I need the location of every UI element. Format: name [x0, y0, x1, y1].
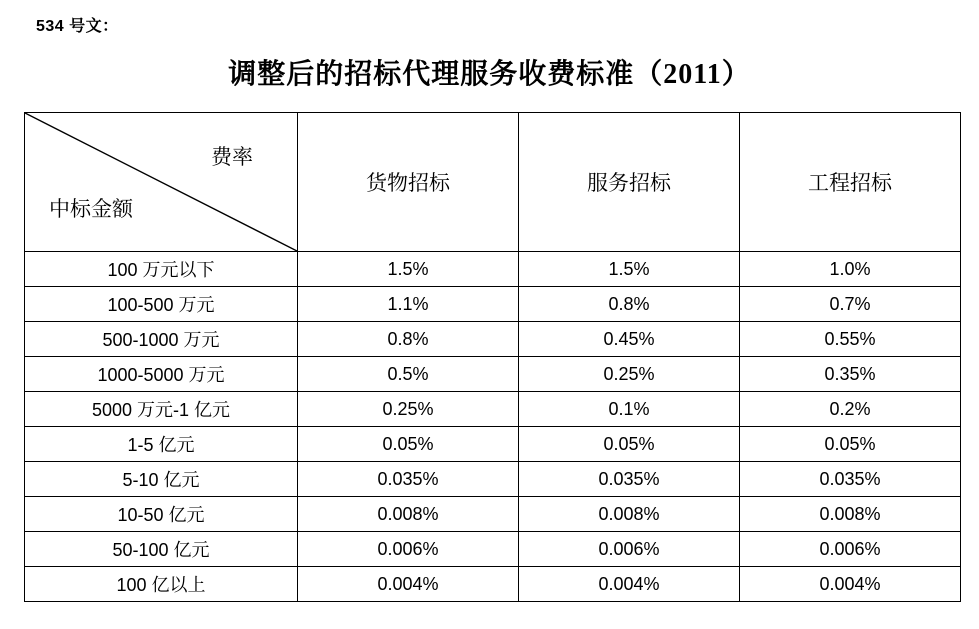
table-row [25, 567, 961, 602]
row-rate-works: 0.004% [740, 567, 961, 602]
row-rate-services: 0.004% [519, 567, 740, 602]
table-row [25, 427, 961, 462]
row-amount-label: 100-500 万元 [25, 287, 298, 322]
row-rate-works: 0.035% [740, 462, 961, 497]
corner-label-amount: 中标金额 [49, 197, 133, 221]
row-rate-services: 0.05% [519, 427, 740, 462]
row-rate-services: 0.25% [519, 357, 740, 392]
row-rate-works: 0.006% [740, 532, 961, 567]
row-rate-goods: 0.05% [298, 427, 519, 462]
table-row [25, 287, 961, 322]
row-rate-goods: 0.006% [298, 532, 519, 567]
row-rate-goods: 0.004% [298, 567, 519, 602]
table-row [25, 462, 961, 497]
document-reference-number: 534 号文： [36, 18, 119, 35]
row-rate-services: 1.5% [519, 252, 740, 287]
row-rate-works: 0.7% [740, 287, 961, 322]
row-rate-works: 0.55% [740, 322, 961, 357]
row-rate-services: 0.45% [519, 322, 740, 357]
column-header-services: 服务招标 [519, 113, 740, 252]
row-rate-works: 0.008% [740, 497, 961, 532]
row-amount-label: 100 万元以下 [25, 252, 298, 287]
table-row [25, 322, 961, 357]
row-rate-works: 1.0% [740, 252, 961, 287]
row-amount-label: 500-1000 万元 [25, 322, 298, 357]
table-row [25, 392, 961, 427]
column-header-goods: 货物招标 [298, 113, 519, 252]
row-rate-services: 0.035% [519, 462, 740, 497]
table-corner-header-cell [25, 113, 298, 252]
row-amount-label: 1-5 亿元 [25, 427, 298, 462]
row-rate-goods: 0.25% [298, 392, 519, 427]
table-row [25, 497, 961, 532]
row-amount-label: 5000 万元-1 亿元 [25, 392, 298, 427]
row-rate-goods: 0.035% [298, 462, 519, 497]
table-row [25, 532, 961, 567]
row-amount-label: 10-50 亿元 [25, 497, 298, 532]
row-amount-label: 5-10 亿元 [25, 462, 298, 497]
page-title: 调整后的招标代理服务收费标准（2011） [228, 59, 751, 90]
row-rate-goods: 1.1% [298, 287, 519, 322]
table-row [25, 357, 961, 392]
row-amount-label: 100 亿以上 [25, 567, 298, 602]
fee-standard-table-container [24, 112, 956, 602]
table-body [25, 113, 961, 602]
row-rate-services: 0.1% [519, 392, 740, 427]
diagonal-divider-icon [25, 113, 297, 251]
row-rate-services: 0.008% [519, 497, 740, 532]
row-rate-works: 0.2% [740, 392, 961, 427]
row-rate-goods: 0.008% [298, 497, 519, 532]
row-rate-services: 0.006% [519, 532, 740, 567]
row-rate-works: 0.35% [740, 357, 961, 392]
row-rate-goods: 0.8% [298, 322, 519, 357]
corner-label-rate: 费率 [211, 145, 253, 169]
table-header-row [25, 113, 961, 252]
table-row [25, 252, 961, 287]
fee-standard-table [24, 112, 961, 602]
column-header-works: 工程招标 [740, 113, 961, 252]
row-rate-works: 0.05% [740, 427, 961, 462]
row-amount-label: 50-100 亿元 [25, 532, 298, 567]
row-rate-services: 0.8% [519, 287, 740, 322]
row-amount-label: 1000-5000 万元 [25, 357, 298, 392]
row-rate-goods: 1.5% [298, 252, 519, 287]
row-rate-goods: 0.5% [298, 357, 519, 392]
